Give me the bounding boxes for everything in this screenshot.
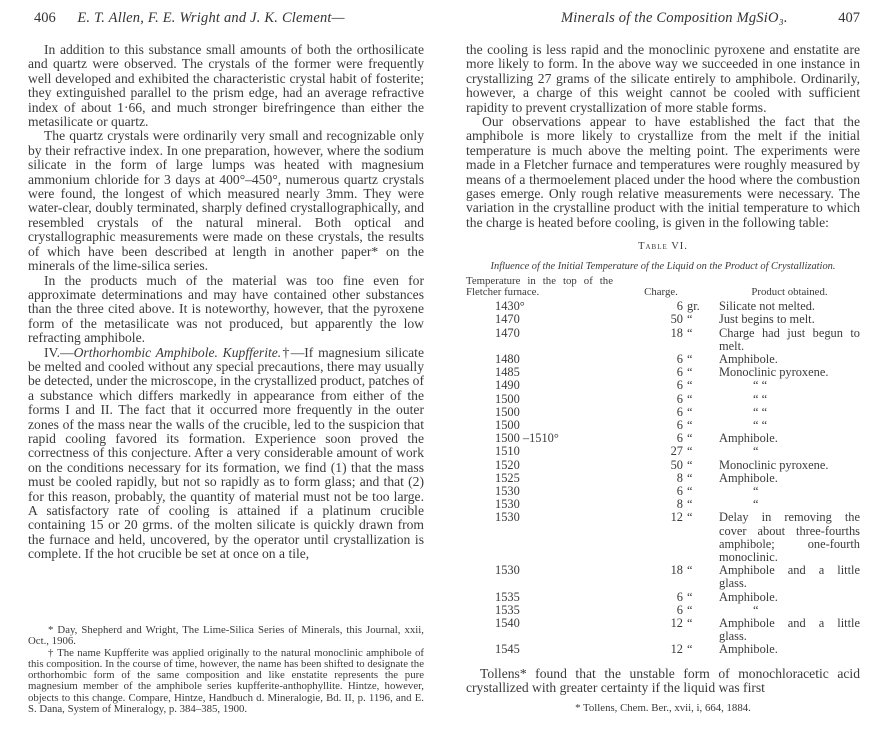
- table-row: [466, 445, 860, 458]
- right-body-text: [466, 43, 860, 716]
- table-row: [466, 591, 860, 604]
- temperature-cell: 1430°: [495, 299, 525, 314]
- footnote: * Tollens, Chem. Ber., xvii, i, 664, 1884.: [575, 702, 751, 715]
- charge-cell: 18: [670, 325, 683, 340]
- unit-cell: “: [687, 391, 693, 406]
- table-row: [466, 393, 860, 406]
- unit-cell: “: [687, 589, 693, 604]
- running-head-authors: E. T. Allen, F. E. Wright and J. K. Clement—: [77, 10, 345, 26]
- charge-cell: 6: [676, 365, 683, 380]
- temperature-cell: 1470: [495, 312, 520, 327]
- table-row: [466, 643, 860, 656]
- paragraph: In addition to this substance small amounts of both the orthosilicate and quartz were observed. The crystals of the former were frequently well developed and exhibited the characteristic crystal habit of fosterite; they extinguished parallel to the prism edge, had an average refractive index of about 1·66, and much stronger birefringence than either the metasilicate or quartz.: [28, 42, 424, 130]
- table-row: [466, 406, 860, 419]
- product-cell: “ “: [753, 418, 768, 433]
- temperature-cell: 1530: [495, 497, 520, 512]
- paragraph: The quartz crystals were ordinarily very small and recognizable only by their refractive index. In one preparation, however, where the sodium silicate in the form of large lumps was heated with magnesium ammonium chloride for 3 days at 400°–450°, numerous quartz crystals were found, the longest of which measured nearly 3mm. They were water-clear, doubly terminated, sharply defined crystallographically, and resembled crystals of the natural mineral. Both optical and crystallographic measurements were made on these crystals, the results of which have been described at length in another paper* on the minerals of the lime-silica series.: [28, 128, 424, 274]
- table-row: [466, 366, 860, 379]
- charge-cell: 6: [676, 484, 683, 499]
- charge-cell: 8: [676, 470, 683, 485]
- temperature-cell: 1535: [495, 589, 520, 604]
- product-cell: Amphibole.: [719, 431, 778, 446]
- product-cell: “ “: [753, 378, 768, 393]
- unit-cell: “: [687, 497, 693, 512]
- charge-cell: 50: [670, 312, 683, 327]
- temperature-cell: 1535: [495, 602, 520, 617]
- charge-cell: 6: [676, 378, 683, 393]
- table-title: Table VI.: [638, 241, 688, 253]
- charge-cell: 50: [670, 457, 683, 472]
- paragraph: Tollens* found that the unstable form of monochloracetic acid crystallized with greater certainty if the liquid was first: [466, 665, 860, 696]
- product-cell: Silicate not melted.: [719, 299, 816, 314]
- temperature-cell: 1500 –1510°: [495, 431, 559, 446]
- unit-cell: “: [687, 484, 693, 499]
- charge-cell: 27: [670, 444, 683, 459]
- product-cell: Amphibole and a little glass.: [719, 563, 860, 591]
- product-cell: “: [753, 484, 759, 499]
- unit-cell: gr.: [687, 299, 700, 314]
- temperature-cell: 1530: [495, 484, 520, 499]
- temperature-cell: 1485: [495, 365, 520, 380]
- charge-cell: 6: [676, 602, 683, 617]
- table-caption: Influence of the Initial Temperature of the Liquid on the Product of Crystallization.: [490, 260, 836, 272]
- product-cell: “: [753, 497, 759, 512]
- paragraph: the cooling is less rapid and the monoclinic pyroxene and enstatite are more likely to form. In the above way we succeeded in one instance in crystallizing 27 grams of the silicate entirely to amphibole. Ordinarily, however, a charge of this weight cannot be cooled with sufficient rapidity to prevent crystallization of more stable forms.: [466, 42, 860, 115]
- paragraph: In the products much of the material was too fine even for approximate determinations and may have contained other substances than the three cited above. It is noteworthy, however, that the pyroxene form of the metasilicate was not produced, but apparently the low refracting amphibole.: [28, 272, 424, 346]
- unit-cell: “: [687, 457, 693, 472]
- charge-cell: 6: [676, 299, 683, 314]
- table-row: [466, 511, 860, 564]
- product-cell: Amphibole.: [719, 352, 778, 366]
- temperature-cell: 1470: [495, 325, 520, 340]
- unit-cell: “: [687, 470, 693, 485]
- product-cell: Amphibole.: [719, 470, 778, 485]
- charge-cell: 6: [676, 352, 683, 366]
- charge-cell: 18: [670, 563, 683, 578]
- left-footnotes: [28, 625, 424, 715]
- product-cell: “ “: [753, 404, 768, 419]
- charge-cell: 6: [676, 589, 683, 604]
- page-number: 407: [838, 10, 860, 26]
- unit-cell: “: [687, 431, 693, 446]
- charge-cell: 6: [676, 418, 683, 433]
- product-cell: “ “: [753, 391, 768, 406]
- table-row: [466, 459, 860, 472]
- unit-cell: “: [687, 378, 693, 393]
- table-vi: [466, 276, 860, 656]
- unit-cell: “: [687, 418, 693, 433]
- charge-cell: 6: [676, 391, 683, 406]
- table-row: [466, 379, 860, 392]
- temperature-cell: 1525: [495, 470, 520, 485]
- charge-cell: 12: [670, 510, 683, 525]
- table-row: [466, 485, 860, 498]
- temperature-cell: 1520: [495, 457, 520, 472]
- running-head-title: Minerals of the Composition MgSiO₃.: [561, 10, 788, 26]
- unit-cell: “: [687, 325, 693, 340]
- temperature-cell: 1530: [495, 563, 520, 578]
- charge-cell: 6: [676, 431, 683, 446]
- temperature-cell: 1490: [495, 378, 520, 393]
- unit-cell: “: [687, 312, 693, 327]
- product-cell: Delay in removing the cover about three-fourths amphibole; one-fourth monoclinic.: [719, 510, 860, 565]
- product-cell: “: [753, 444, 759, 459]
- paragraph: Our observations appear to have established the fact that the amphibole is more likely to crystallize from the melt if the initial temperature is much above the melting point. The experiments were made in a Fletcher furnace and temperatures were roughly measured by means of a thermoelement placed under the hood where the combustion gases emerge. Only rough relative measurements were necessary. The variation in the crystalline product with the initial temperature to which the charge is heated before cooling, is given in the following table:: [466, 114, 860, 230]
- unit-cell: “: [687, 365, 693, 380]
- unit-cell: “: [687, 616, 693, 631]
- section-iv: [28, 346, 424, 562]
- charge-cell: 12: [670, 616, 683, 631]
- table-row: [466, 472, 860, 485]
- unit-cell: “: [687, 642, 693, 657]
- section-text: If magnesium silicate be melted and cooled without any special precautions, there may usually be detected, under the microscope, in the crystallized product, patches of a substance which differs markedly in appearance from either of the forms I and II. The fact that it occurred more frequently in the outer zones of the mass near the walls of the crucible, led to the suspicion that rapid cooling favored its formation. Experience soon proved the correctness of this conjecture. After a very considerable amount of work on the conditions necessary for its formation, we find (1) that the mass must be cooled rapidly, but not so rapidly as to form glass; and that (2) for this reason, probably, the quantity of material must not be too large. A satisfactory rate of cooling is attained if a platinum crucible containing 15 or 20 grms. of the molten silicate is quickly drawn from the furnace and held, uncovered, by the operator until crystallization is complete. If the hot crucible be set at once on a tile,: [28, 344, 424, 562]
- table-row: [466, 564, 860, 590]
- product-cell: Monoclinic pyroxene.: [719, 365, 829, 380]
- section-title: Orthorhombic Amphibole. Kupfferite.: [73, 344, 282, 360]
- temperature-cell: 1500: [495, 404, 520, 419]
- table-row: [466, 432, 860, 445]
- header-product: Product obtained.: [751, 286, 828, 299]
- left-body-text: [28, 43, 424, 562]
- unit-cell: “: [687, 404, 693, 419]
- product-cell: Just begins to melt.: [719, 312, 815, 327]
- product-cell: Amphibole and a little glass.: [719, 616, 860, 644]
- unit-cell: “: [687, 563, 693, 578]
- product-cell: “: [753, 602, 759, 617]
- table-row: [466, 617, 860, 643]
- temperature-cell: 1500: [495, 418, 520, 433]
- product-cell: Amphibole.: [719, 642, 778, 657]
- header-charge: Charge.: [644, 286, 678, 299]
- unit-cell: “: [687, 602, 693, 617]
- product-cell: Charge had just begun to melt.: [719, 325, 860, 353]
- product-cell: Monoclinic pyroxene.: [719, 457, 829, 472]
- unit-cell: “: [687, 444, 693, 459]
- temperature-cell: 1480: [495, 352, 520, 366]
- header-temperature: Temperature in the top of the Fletcher furnace.: [466, 275, 613, 299]
- temperature-cell: 1545: [495, 642, 520, 657]
- table-row: [466, 313, 860, 326]
- page-number: 406: [34, 10, 56, 26]
- charge-cell: 6: [676, 404, 683, 419]
- footnote: † The name Kupfferite was applied originally to the natural monoclinic amphibole of this composition. In the course of time, however, the name has been shifted to designate the orthorhombic form of the same composition and like enstatite represents the pure magnesium member of the amphibole series kupfferite-anthophyllite. Hintze, however, objects to this change. Compare, Hintze, Handbuch d. Mineralogie, Bd. II, p. 1196, and E. S. Dana, System of Mineralogy, p. 384–385, 1900.: [28, 646, 424, 716]
- section-number: IV.—: [44, 344, 74, 360]
- tail-text: [466, 667, 860, 696]
- table-header-row: [466, 276, 860, 300]
- product-cell: Amphibole.: [719, 589, 778, 604]
- temperature-cell: 1510: [495, 444, 520, 459]
- charge-cell: 12: [670, 642, 683, 657]
- right-running-head: [466, 10, 860, 30]
- footnote: * Day, Shepherd and Wright, The Lime-Silica Series of Minerals, this Journal, xxii, Oct., 1906.: [28, 624, 424, 648]
- left-running-head: [34, 10, 426, 30]
- unit-cell: “: [687, 510, 693, 525]
- table-row: [466, 327, 860, 353]
- temperature-cell: 1540: [495, 616, 520, 631]
- charge-cell: 8: [676, 497, 683, 512]
- unit-cell: “: [687, 352, 693, 366]
- temperature-cell: 1530: [495, 510, 520, 525]
- temperature-cell: 1500: [495, 391, 520, 406]
- footnote-mark: †—: [281, 344, 305, 360]
